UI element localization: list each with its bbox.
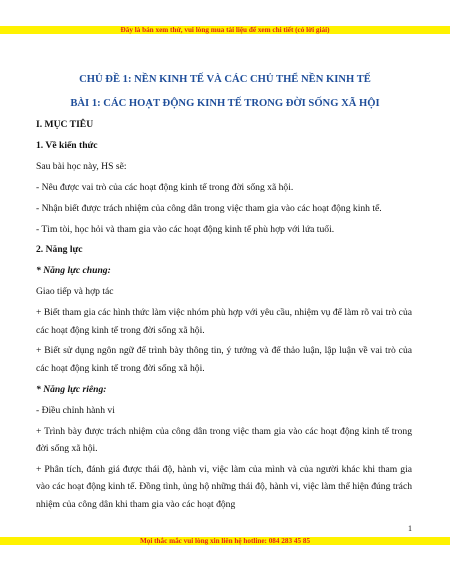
section-heading: I. MỤC TIÊU	[36, 119, 94, 130]
general-competency-item: + Biết tham gia các hình thức làm việc nhóm phù hợp với yêu cầu, nhiệm vụ để làm rõ vai trò của các hoạt động kinh tế trong đời sống xã hội.	[36, 307, 412, 336]
knowledge-item: - Nêu được vai trò của các hoạt động kinh tế trong đời sống xã hội.	[36, 181, 294, 193]
preview-banner-text: Đây là bản xem thử, vui lòng mua tài liệu để xem chi tiết (có lời giải)	[120, 26, 330, 34]
hotline-banner	[0, 537, 450, 545]
topic-title: CHỦ ĐỀ 1: NỀN KINH TẾ VÀ CÁC CHỦ THỂ NỀN KINH TẾ	[79, 74, 371, 85]
general-competency-heading: * Năng lực chung:	[36, 265, 111, 277]
competency-heading: 2. Năng lực	[36, 244, 83, 256]
lesson-title: BÀI 1: CÁC HOẠT ĐỘNG KINH TẾ TRONG ĐỜI SỐNG XÃ HỘI	[70, 98, 380, 109]
general-competency-item: + Biết sử dụng ngôn ngữ để trình bày thông tin, ý tưởng và để thảo luận, lập luận về vai trò của các hoạt động kinh tế trong đời sống xã hội.	[36, 345, 412, 374]
specific-competency-item: + Trình bày được trách nhiệm của công dân trong việc tham gia vào các hoạt động kinh tế trong đời sống xã hội.	[36, 425, 412, 454]
specific-competency-item: + Phân tích, đánh giá được thái độ, hành vi, việc làm của mình và của người khác khi tham gia vào các hoạt động kinh tế. Đồng tình, ủng hộ những thái độ, hành vi, việc làm thể hiện đúng trách nhiệm của công dân khi tham gia vào các hoạt động	[36, 463, 412, 510]
hotline-banner-text: Mọi thắc mắc vui lòng xin liên hệ hotline: 084 283 45 85	[139, 537, 311, 545]
knowledge-item: - Nhận biết được trách nhiệm của công dân trong việc tham gia vào các hoạt động kinh tế.	[36, 202, 382, 214]
specific-competency-heading: * Năng lực riêng:	[36, 383, 107, 395]
preview-banner	[0, 26, 450, 34]
specific-competency-subheading: - Điều chỉnh hành vi	[36, 404, 115, 416]
general-competency-subheading: Giao tiếp và hợp tác	[36, 286, 114, 298]
page-number: 1	[408, 524, 412, 533]
knowledge-heading: 1. Về kiến thức	[36, 139, 98, 151]
knowledge-intro: Sau bài học này, HS sẽ:	[36, 160, 127, 172]
document-body	[36, 116, 412, 513]
knowledge-item: - Tìm tòi, học hỏi và tham gia vào các hoạt động kinh tế phù hợp với lứa tuổi.	[36, 223, 335, 235]
